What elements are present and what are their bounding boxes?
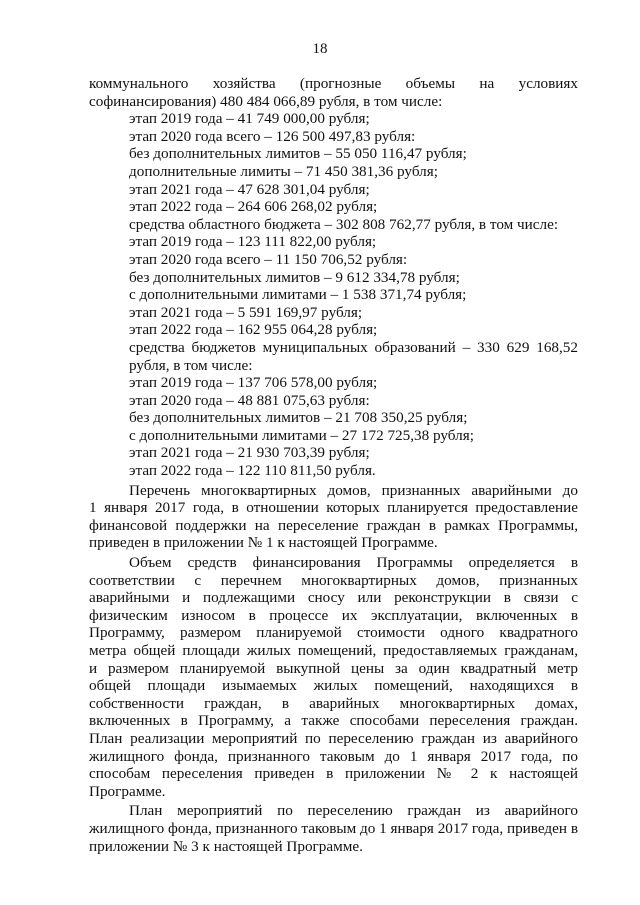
text-line: 1 января 2017 года, в отношении которых планируется предоставление (89, 499, 578, 517)
text-line: и размером планируемой выкупной цены за один квадратный метр (89, 659, 578, 677)
text-line: Объем средств финансирования Программы определяется в (129, 554, 578, 572)
text-line: этап 2022 года – 162 955 064,28 рубля; (129, 321, 378, 339)
text-line: без дополнительных лимитов – 55 050 116,47 рубля; (129, 145, 467, 163)
text-line: физическим износом в процессе их эксплуатации, включенных в (89, 606, 578, 624)
text-line: Программу, размером планируемой стоимости одного квадратного (89, 624, 578, 642)
text-line: этап 2019 года – 41 749 000,00 рубля; (129, 110, 370, 128)
text-line: этап 2020 года всего – 126 500 497,83 рубля: (129, 127, 416, 145)
text-line: Перечень многоквартирных домов, признанных аварийными до (129, 481, 578, 499)
text-line: средства бюджетов муниципальных образований – 330 629 168,52 (129, 338, 578, 356)
text-line: этап 2022 года – 122 110 811,50 рубля. (129, 462, 376, 480)
text-line: приложении № 3 к настоящей Программе. (89, 837, 363, 855)
text-line: общей площади изымаемых жилых помещений, находящихся в (89, 677, 578, 695)
text-line: метра общей площади жилых помещений, предоставляемых гражданам, (89, 642, 578, 659)
text-line: без дополнительных лимитов – 21 708 350,25 рубля; (129, 409, 468, 427)
text-line: План реализации мероприятий по переселению граждан из аварийного (89, 729, 578, 747)
document-body (89, 75, 578, 855)
text-line: приведен в приложении № 1 к настоящей Программе. (89, 534, 438, 552)
text-line: этап 2019 года – 123 111 822,00 рубля; (129, 233, 377, 251)
text-line: финансовой поддержки на переселение граждан в рамках Программы, (89, 516, 578, 534)
text-line: собственности граждан, в аварийных многоквартирных домах, (89, 694, 578, 712)
text-line: этап 2020 года – 48 881 075,63 рубля: (129, 391, 370, 409)
text-line: соответствии с перечнем многоквартирных домов, признанных (89, 571, 578, 589)
text-line: этап 2022 года – 264 606 268,02 рубля; (129, 198, 378, 216)
text-line: без дополнительных лимитов – 9 612 334,78 рубля; (129, 268, 460, 286)
text-line: этап 2021 года – 5 591 169,97 рубля; (129, 303, 363, 321)
text-line: План мероприятий по переселению граждан из аварийного (129, 802, 578, 820)
text-line: рубля, в том числе: (129, 356, 253, 374)
text-line: жилищного фонда, признанного таковым до 1 января 2017 года, приведен в (89, 819, 578, 837)
text-line: софинансирования) 480 484 066,89 рубля, в том числе: (89, 92, 443, 110)
text-line: аварийными и подлежащими сносу или реконструкции в связи с (89, 589, 578, 607)
text-line: этап 2021 года – 21 930 703,39 рубля; (129, 444, 370, 462)
text-line: этап 2020 года всего – 11 150 706,52 рубля: (129, 250, 408, 268)
text-line: способам переселения приведен в приложении № 2 к настоящей (89, 765, 578, 783)
text-line: включенных в Программу, а также способами переселения граждан. (89, 712, 578, 730)
page-number: 18 (312, 41, 328, 57)
text-line: коммунального хозяйства (прогнозные объемы на условиях (89, 75, 578, 92)
text-line: с дополнительными лимитами – 1 538 371,74 рубля; (129, 286, 467, 304)
text-line: с дополнительными лимитами – 27 172 725,38 рубля; (129, 426, 474, 444)
text-line: этап 2019 года – 137 706 578,00 рубля; (129, 374, 378, 392)
text-line: этап 2021 года – 47 628 301,04 рубля; (129, 180, 370, 198)
text-line: средства областного бюджета – 302 808 762,77 рубля, в том числе: (129, 215, 559, 233)
text-line: жилищного фонда, признанного таковым до 1 января 2017 года, по (89, 747, 578, 765)
text-line: дополнительные лимиты – 71 450 381,36 рубля; (129, 162, 438, 180)
text-line: Программе. (89, 782, 166, 800)
